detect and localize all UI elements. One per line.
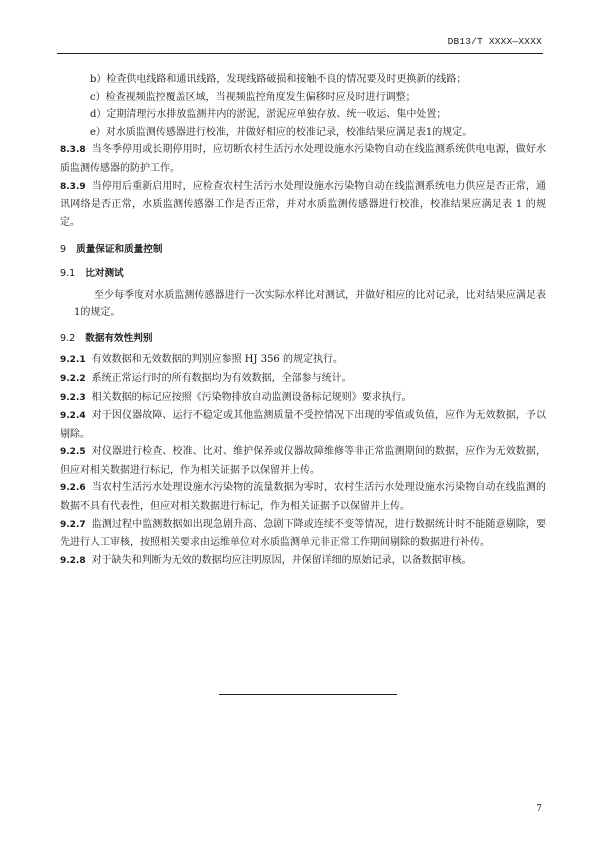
list-text: 检查供电线路和通讯线路，发现线路破损和接触不良的情况要及时更换新的线路； (106, 74, 467, 85)
clause-9-2-6 (60, 479, 546, 515)
clause-8-3-9 (60, 178, 546, 232)
clause-9-2-5 (60, 443, 546, 479)
section-number: 9.1 (60, 267, 76, 279)
clause-text: 系统正常运行时的所有数据均为有效数据，全部参与统计。 (91, 372, 352, 384)
list-marker: e） (90, 126, 106, 138)
list-item-b (74, 71, 546, 89)
clause-number: 9.2.7 (60, 519, 86, 530)
list-item-d (74, 106, 546, 124)
clause-number: 9.2.4 (60, 411, 86, 422)
page-number: 7 (536, 804, 542, 814)
clause-9-2-3 (60, 389, 546, 408)
clause-number: 9.2.2 (60, 373, 86, 384)
document-code: DB13/T XXXX—XXXX (447, 36, 542, 47)
clause-9-2-8 (60, 552, 546, 571)
clause-9-2-7 (60, 516, 546, 552)
clause-text: 对仪器进行检查、校准、比对、维护保养或仪器故障维修等非正常监测期间的数据，应作为无效数据，但应对相关数据进行标记，作为相关证据予以保留并上传。 (60, 446, 546, 476)
list-marker: d） (90, 109, 107, 121)
list-text: 定期清理污水排放监测井内的淤泥，淤泥应单独存放、统一收运、集中处置； (106, 109, 447, 121)
clause-number: 9.2.3 (60, 392, 86, 403)
clause-text: 对于缺失和判断为无效的数据均应注明原因，并保留详细的原始记录，以备数据审核。 (91, 554, 472, 566)
section-heading-9-1 (60, 265, 546, 283)
clause-text: 有效数据和无效数据的判别应参照 HJ 356 的规定执行。 (91, 354, 343, 366)
paragraph-9-1: 至少每季度对水质监测传感器进行一次实际水样比对测试，并做好相应的比对记录，比对结果应满足表1的规定。 (74, 289, 546, 319)
clause-text: 当停用后重新启用时，应检查农村生活污水处理设施水污染物自动在线监测系统电力供应是否正常，通讯网络是否正常，水质监测传感器工作是否正常，并对水质监测传感器进行校准，校准结果应满足表 1 的规定。 (60, 180, 546, 228)
list-item-c (74, 89, 546, 107)
list-text: 对水质监测传感器进行校准，并做好相应的校准记录，校准结果应满足表1的规定。 (105, 126, 473, 138)
chapter-heading-9 (60, 241, 546, 259)
clause-number: 9.2.1 (60, 355, 86, 366)
list-item-e (74, 124, 546, 142)
section-heading-9-2 (60, 330, 546, 348)
clause-number: 9.2.5 (60, 447, 86, 458)
clause-text: 对于因仪器故障、运行不稳定或其他监测质量不受控情况下出现的零值或负值，应作为无效数据，予以剔除。 (60, 410, 546, 440)
chapter-number: 9 (60, 244, 67, 256)
clause-number: 9.2.8 (60, 555, 86, 566)
header-rule (57, 53, 543, 54)
list-marker: c） (90, 91, 106, 103)
clause-9-2-4 (60, 407, 546, 443)
list-text: 检查视频监控覆盖区域，当视频监控角度发生偏移时应及时进行调整； (105, 91, 416, 103)
clause-text: 相关数据的标记应按照《污染物排放自动监测设备标记规则》要求执行。 (91, 391, 412, 403)
list-marker: b） (90, 74, 107, 85)
clause-number: 8.3.9 (60, 181, 86, 192)
clause-8-3-8 (60, 141, 546, 177)
chapter-title: 质量保证和质量控制 (76, 244, 163, 256)
clause-number: 9.2.6 (60, 483, 86, 494)
page-content (60, 71, 546, 570)
section-title: 数据有效性判别 (85, 332, 153, 344)
clause-text: 监测过程中监测数据如出现急剧升高、急剧下降或连续不变等情况，进行数据统计时不能随意剔除，要先进行人工审核，按照相关要求由运维单位对水质监测单元非正常工作期间剔除的数据进行补传。 (60, 518, 546, 549)
clause-number: 8.3.8 (60, 145, 86, 156)
clause-text: 当农村生活污水处理设施水污染物的流量数据为零时，农村生活污水处理设施水污染物自动在线监测的数据不具有代表性，但应对相关数据进行标记，作为相关证据予以保留并上传。 (60, 482, 546, 513)
clause-9-2-1 (60, 351, 546, 370)
clause-9-2-2 (60, 370, 546, 389)
end-of-text-rule (219, 694, 397, 695)
section-title: 比对测试 (85, 267, 124, 279)
section-number: 9.2 (60, 332, 76, 344)
clause-text: 当冬季停用或长期停用时，应切断农村生活污水处理设施水污染物自动在线监测系统供电电源，做好水质监测传感器的防护工作。 (60, 144, 546, 174)
